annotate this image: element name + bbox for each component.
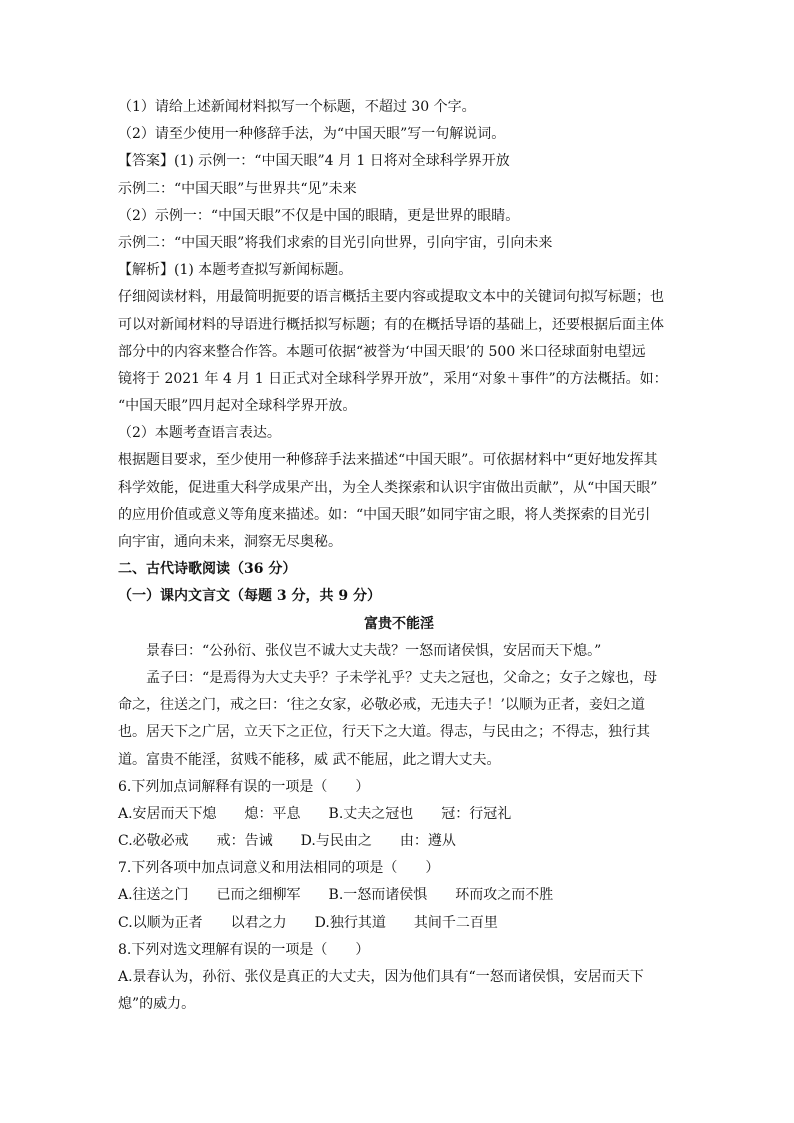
analysis-1-text: 可以对新闻材料的导语进行概括拟写标题；有的在概括导语的基础上，还要根据后面主体	[118, 316, 664, 333]
question-7-options-ab: A.往送之门 已而之细柳军 B.一怒而诸侯惧 环而攻之而不胜	[118, 887, 554, 904]
analysis-2-text: 根据题目要求，至少使用一种修辞手法来描述“中国天眼”。可依据材料中“更好地发挥其	[118, 452, 658, 469]
passage-paragraph-2-cont: 也。居天下之广居，立天下之正位，行天下之大道。得志，与民由之；不得志，独行其	[118, 724, 650, 741]
question-6: 6.下列加点词解释有误的一项是（ ）	[118, 778, 370, 795]
answer-2-example-2: 示例二：“中国天眼”将我们求索的目光引向世界，引向宇宙，引向未来	[118, 234, 553, 251]
question-6-options-cd: C.必敬必戒 戒：告诫 D.与民由之 由：遵从	[118, 833, 456, 850]
answer-1-example-2: 示例二：“中国天眼”与世界共“见”未来	[118, 180, 357, 197]
question-2: （2）请至少使用一种修辞手法，为“中国天眼”写一句解说词。	[118, 126, 506, 143]
analysis-1-text: 镜将于 2021 年 4 月 1 日正式对全球科学界开放”，采用“对象＋事件”的方法概括。如：	[118, 370, 668, 387]
analysis-1-text: “中国天眼”四月起对全球科学界开放。	[118, 398, 357, 415]
question-7-options-cd: C.以顺为正者 以君之力 D.独行其道 其间千二百里	[118, 914, 498, 931]
answer-1-example-1: 【答案】(1) 示例一：“中国天眼”4 月 1 日将对全球科学界开放	[118, 153, 510, 170]
question-8: 8.下列对选文理解有误的一项是（ ）	[118, 941, 370, 958]
question-8-option-a: A.景春认为，孙衍、张仪是真正的大丈夫，因为他们具有“一怒而诸侯惧，安居而天下	[118, 969, 644, 985]
document-page	[118, 94, 680, 1018]
passage-paragraph-2-cont: 道。富贵不能淫，贫贱不能移，威 武不能屈，此之谓大丈夫。	[118, 751, 501, 768]
question-6-options-ab: A.安居而天下熄 熄：平息 B.丈夫之冠也 冠：行冠礼	[118, 805, 512, 822]
analysis-2-text: 科学效能，促进重大科学成果产出，为全人类探索和认识宇宙做出贡献”，从“中国天眼”	[118, 479, 658, 496]
analysis-2-text: 向宇宙，通向未来，洞察无尽奥秘。	[118, 534, 342, 550]
analysis-1-text: 部分中的内容来整合作答。本题可依据“被誉为‘中国天眼’的 500 米口径球面射电望远	[118, 343, 646, 360]
analysis-1-heading: 【解析】(1) 本题考查拟写新闻标题。	[118, 262, 353, 279]
answer-2-example-1: （2）示例一：“中国天眼”不仅是中国的眼睛，更是世界的眼睛。	[118, 207, 520, 224]
question-1: （1）请给上述新闻材料拟写一个标题，不超过 30 个字。	[118, 99, 476, 115]
passage-paragraph-2: 孟子曰：“是焉得为大丈夫乎？子未学礼乎？丈夫之冠也，父命之；女子之嫁也，母	[146, 669, 658, 686]
section-heading: 二、古代诗歌阅读（36 分）	[118, 561, 297, 578]
analysis-2-text: 的应用价值或意义等角度来描述。如：“中国天眼”如同宇宙之眼，将人类探索的目光引	[118, 506, 651, 523]
subsection-heading: （一）课内文言文（每题 3 分，共 9 分）	[118, 588, 381, 605]
question-7: 7.下列各项中加点词意义和用法相同的项是（ ）	[118, 860, 440, 877]
passage-title: 富贵不能淫	[364, 615, 434, 632]
passage-paragraph-1: 景春曰：“公孙衍、张仪岂不诚大丈夫哉？一怒而诸侯惧，安居而天下熄。”	[146, 642, 602, 659]
analysis-1-text: 仔细阅读材料，用最简明扼要的语言概括主要内容或提取文本中的关键词句拟写标题；也	[118, 289, 664, 306]
question-8-option-a-cont: 熄”的威力。	[118, 996, 196, 1013]
passage-paragraph-2-cont: 命之，往送之门，戒之曰：‘往之女家，必敬必戒，无违夫子！’以顺为正者，妾妇之道	[118, 697, 645, 714]
analysis-2-heading: （2）本题考查语言表达。	[118, 425, 281, 442]
